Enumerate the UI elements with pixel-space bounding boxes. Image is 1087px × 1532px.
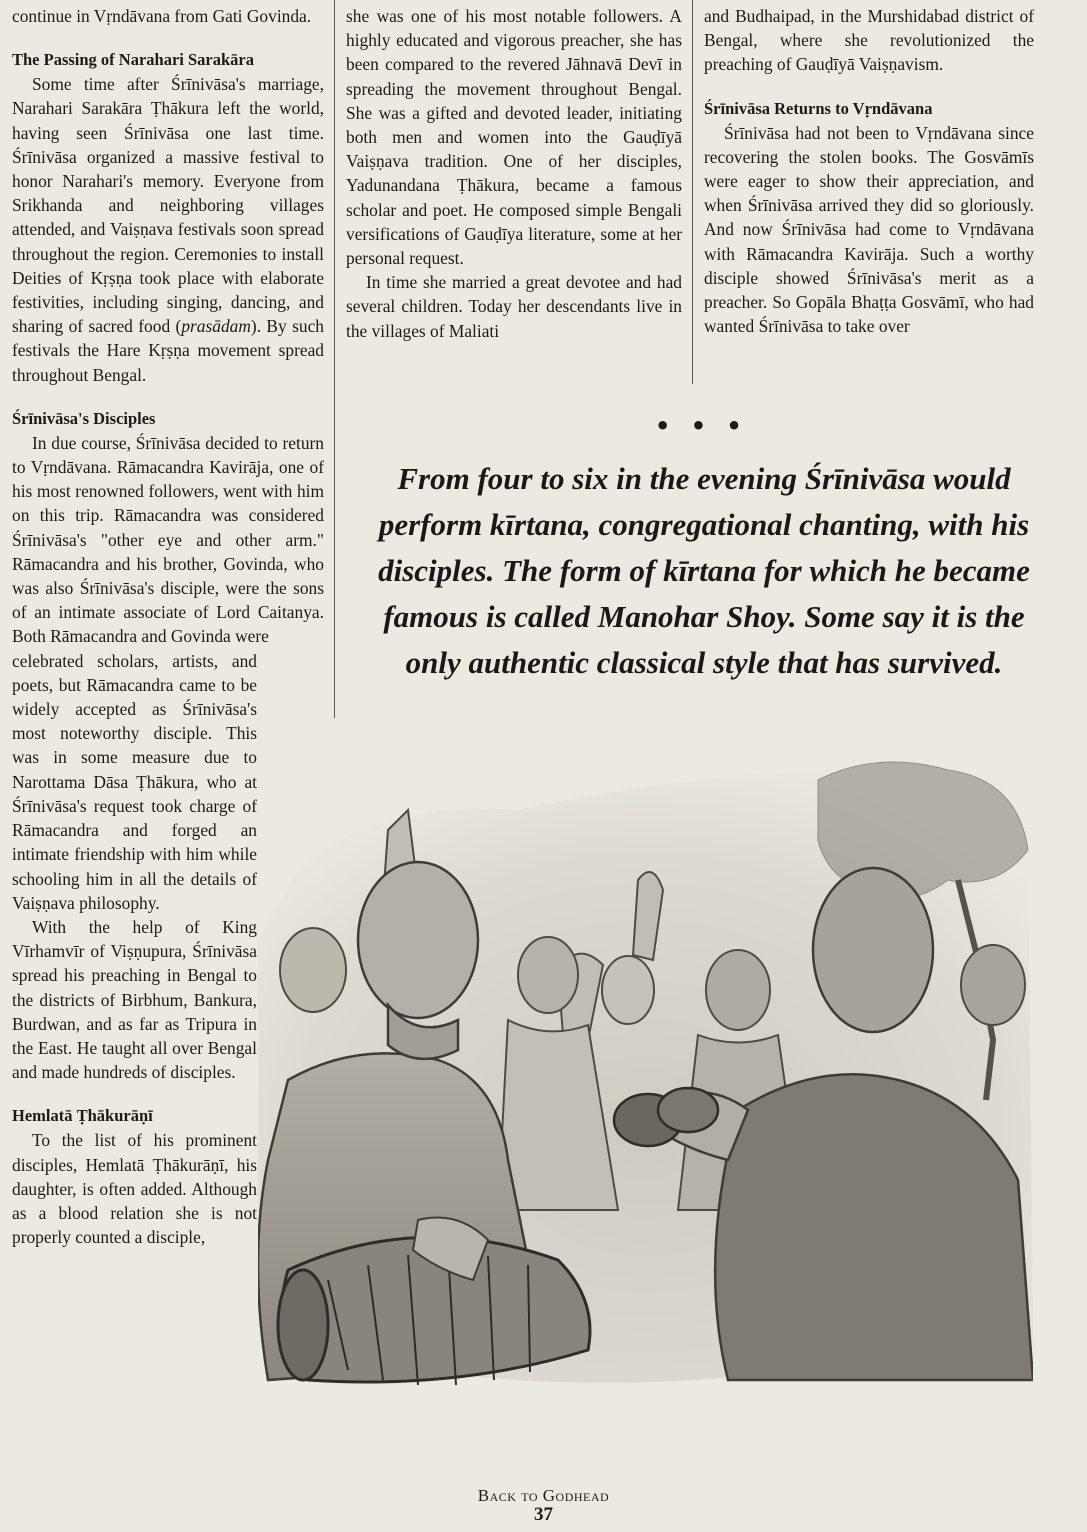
- paragraph-disciples-narrow: celebrated scholars, artists, and poets, but Rāmacandra came to be widely accepted as Śrīnivāsa's most noteworthy disciple. This was in some measure due to Narottama Dāsa Ṭhākura, who at Śrīnivāsa's request took charge of Rāmacandra and forged an intimate friendship with him while schooling him in all the details of Vaiṣṇava philosophy.: [12, 650, 257, 913]
- article-column-3: [704, 4, 1034, 338]
- paragraph-hemlata-cont: she was one of his most notable followers. A highly educated and vigorous preacher, she has been compared to the revered Jāhnavā Devī in spreading the movement throughout Bengal. She was a gifted and devoted leader, initiating both men and women into the Gauḍīyā Vaiṣṇava tradition. One of her disciples, Yadunandana Ṭhākura, became a famous scholar and poet. He composed simple Bengali versifications of Gauḍīya literature, some at her personal request.: [346, 6, 682, 269]
- pullquote-dots: • • •: [655, 412, 748, 440]
- paragraph-king: With the help of King Vīrhamvīr of Viṣṇupura, Śrīnivāsa spread his preaching in Bengal to the districts of Birbhum, Bankura, Burdwan, and as far as Tripura in the East. He taught all over Bengal and made hundreds of disciples.: [12, 916, 257, 1083]
- paragraph-disciples: In due course, Śrīnivāsa decided to return to Vṛndāvana. Rāmacandra Kavirāja, one of his most renowned followers, went with him on this trip. Rāmacandra was considered Śrīnivāsa's "other eye and other arm." Rāmacandra and his brother, Govinda, who was also Śrīnivāsa's disciple, were the sons of an intimate associate of Lord Caitanya. Both Rāmacandra and Govinda were: [12, 432, 324, 647]
- column-rule-1: [334, 0, 335, 718]
- section-heading-hemlata: Hemlatā Ṭhākurāṇī: [12, 1106, 153, 1126]
- kirtana-illustration: [258, 740, 1033, 1400]
- paragraph-narahari: [12, 72, 324, 387]
- column-rule-2: [692, 0, 693, 384]
- article-column-2: [346, 4, 682, 343]
- section-heading-narahari: The Passing of Narahari Sarakāra: [12, 50, 255, 70]
- section-heading-returns: Śrīnivāsa Returns to Vṛndāvana: [704, 98, 933, 118]
- page-number: 37: [534, 1504, 553, 1525]
- page-footer: [0, 1486, 1087, 1526]
- paragraph-hemlata: To the list of his prominent disciples, Hemlatā Ṭhākurāṇī, his daughter, is often added. Although as a blood relation she is not properly counted a disciple,: [12, 1130, 257, 1248]
- paragraph-marriage: In time she married a great devotee and had several children. Today her descendants live in the villages of Maliati: [346, 272, 682, 341]
- paragraph-budhaipad: and Budhaipad, in the Murshidabad district of Bengal, where she revolutionized the preaching of Gauḍīyā Vaiṣṇavism.: [704, 6, 1034, 75]
- paragraph-narahari-text: Some time after Śrīnivāsa's marriage, Narahari Sarakāra Ṭhākura left the world, having seen Śrīnivāsa one last time. Śrīnivāsa organized a massive festival to honor Narahari's memory. Everyone from Srikhanda and neighboring villages attended, and Vaiṣṇava festivals soon spread throughout the region. Ceremonies to install Deities of Kṛṣṇa took place with elaborate festivities, including singing, dancing, and sharing of sacred food (: [12, 74, 324, 337]
- pullquote-text: From four to six in the evening Śrīnivāsa would perform kīrtana, congregational chanting, with his disciples. The form of kīrtana for which he became famous is called Manohar Shoy. Some say it is the only authentic classical style that has survived.: [378, 461, 1030, 680]
- paragraph-returns: Śrīnivāsa had not been to Vṛndāvana since recovering the stolen books. The Gosvāmīs were eager to show their appreciation, and when Śrīnivāsa arrived they did so gloriously. And now Śrīnivāsa had come to Vṛndāvana with Rāmacandra Kavirāja. Such a worthy disciple showed Śrīnivāsa's merit as a preacher. So Gopāla Bhaṭṭa Gosvāmī, who had wanted Śrīnivāsa to take over: [704, 122, 1034, 337]
- paragraph-narahari-end: ). By such festivals the Hare Kṛṣṇa movement spread throughout Bengal.: [12, 316, 324, 385]
- section-heading-disciples: Śrīnivāsa's Disciples: [12, 408, 156, 428]
- magazine-name: Back to Godhead: [477, 1486, 610, 1505]
- prasadam-italic: prasādam: [181, 316, 251, 337]
- intro-paragraph: continue in Vṛndāvana from Gati Govinda.: [12, 6, 312, 26]
